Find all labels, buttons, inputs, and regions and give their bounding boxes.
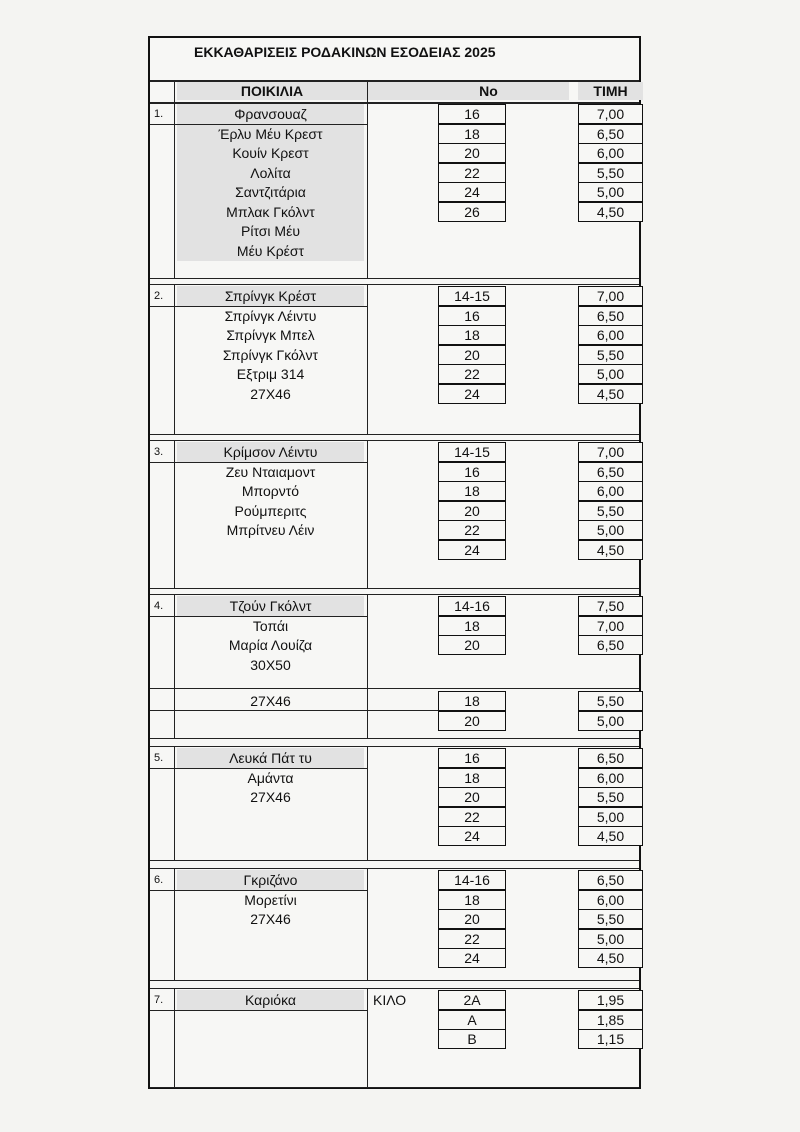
variety-name: Τζούν Γκόλντ bbox=[177, 596, 364, 616]
column-divider bbox=[174, 868, 175, 980]
price-cell: 4,50 bbox=[578, 202, 643, 222]
price-cell: 4,50 bbox=[578, 948, 643, 968]
header-no: No bbox=[368, 82, 569, 100]
no-cell: 14-16 bbox=[438, 870, 506, 890]
variety-name: Σαντζιτάρια bbox=[177, 182, 364, 202]
no-cell: 2Α bbox=[438, 990, 506, 1010]
row-divider bbox=[150, 284, 639, 285]
column-divider bbox=[174, 80, 175, 104]
column-divider bbox=[367, 868, 368, 980]
row-divider bbox=[150, 768, 174, 769]
no-cell: 16 bbox=[438, 306, 506, 326]
row-divider bbox=[150, 306, 174, 307]
row-divider bbox=[150, 616, 174, 617]
price-cell: 4,50 bbox=[578, 540, 643, 560]
column-divider bbox=[174, 594, 175, 738]
price-cell: 7,00 bbox=[578, 286, 643, 306]
section-number: 4. bbox=[154, 600, 164, 612]
no-cell: 20 bbox=[438, 909, 506, 929]
no-cell: 16 bbox=[438, 748, 506, 768]
variety-name: Ρίτσι Μέυ bbox=[177, 221, 364, 241]
row-divider bbox=[150, 462, 174, 463]
row-divider bbox=[150, 588, 639, 589]
no-cell: Β bbox=[438, 1029, 506, 1049]
variety-name: Έρλυ Μέυ Κρεστ bbox=[177, 124, 364, 144]
variety-name: Τοπάι bbox=[252, 617, 289, 634]
row-divider bbox=[150, 688, 639, 689]
variety-name: Λευκά Πάτ τυ bbox=[177, 748, 364, 768]
price-cell: 4,50 bbox=[578, 384, 643, 404]
variety-name: Εξτριμ 314 bbox=[236, 366, 305, 382]
row-divider bbox=[174, 1010, 367, 1011]
no-cell: 18 bbox=[438, 691, 506, 711]
variety-name: Σπρίνγκ Γκόλντ bbox=[222, 346, 319, 363]
variety-name: 27Χ46 bbox=[250, 693, 291, 709]
row-divider bbox=[150, 440, 639, 441]
no-cell: 22 bbox=[438, 364, 506, 384]
price-cell: 6,00 bbox=[578, 768, 643, 788]
price-cell: 6,50 bbox=[578, 306, 643, 326]
price-cell: 7,00 bbox=[578, 104, 643, 124]
no-cell: 20 bbox=[438, 345, 506, 365]
variety-name: Σπρίνγκ Μπελ bbox=[226, 327, 315, 343]
price-cell: 1,15 bbox=[578, 1029, 643, 1049]
no-cell: 14-16 bbox=[438, 596, 506, 616]
price-cell: 1,95 bbox=[578, 990, 643, 1010]
no-cell: 16 bbox=[438, 104, 506, 124]
price-sheet bbox=[148, 36, 641, 1089]
price-cell: 6,50 bbox=[578, 462, 643, 482]
row-divider bbox=[150, 434, 639, 435]
column-divider bbox=[367, 80, 368, 104]
no-cell: 18 bbox=[438, 768, 506, 788]
section-number: 2. bbox=[154, 290, 164, 302]
no-cell: 22 bbox=[438, 929, 506, 949]
column-divider bbox=[367, 440, 368, 588]
column-divider bbox=[174, 746, 175, 860]
row-divider bbox=[150, 124, 174, 125]
column-divider bbox=[367, 746, 368, 860]
row-divider bbox=[174, 124, 367, 125]
row-divider bbox=[174, 462, 367, 463]
variety-name: 30Χ50 bbox=[250, 656, 291, 673]
document-title bbox=[150, 40, 643, 80]
row-divider bbox=[150, 1087, 639, 1088]
section-number: 6. bbox=[154, 874, 164, 886]
variety-name: Μορετίνι bbox=[244, 891, 297, 908]
row-divider bbox=[150, 868, 639, 869]
row-divider bbox=[150, 746, 639, 747]
row-divider bbox=[174, 768, 367, 769]
title-text: ΕΚΚΑΘΑΡΙΣΕΙΣ ΡΟΔΑΚΙΝΩΝ ΕΣΟΔΕΙΑΣ 2025 bbox=[194, 44, 496, 60]
no-cell: 20 bbox=[438, 501, 506, 521]
row-divider bbox=[150, 988, 639, 989]
variety-name: Κουίν Κρεστ bbox=[177, 143, 364, 163]
no-cell: 24 bbox=[438, 384, 506, 404]
row-divider bbox=[174, 306, 367, 307]
no-cell: 18 bbox=[438, 890, 506, 910]
price-cell: 7,00 bbox=[578, 616, 643, 636]
section-number: 5. bbox=[154, 752, 164, 764]
header-price: ΤΙΜΗ bbox=[578, 82, 643, 100]
unit-label: ΚΙΛΟ bbox=[373, 992, 407, 1008]
variety-name: Σπρίνγκ Κρέστ bbox=[177, 286, 364, 306]
no-cell: 22 bbox=[438, 807, 506, 827]
row-divider bbox=[150, 980, 639, 981]
price-cell: 5,00 bbox=[578, 182, 643, 202]
price-cell: 6,00 bbox=[578, 143, 643, 163]
variety-name: Μαρία Λουίζα bbox=[228, 637, 313, 653]
variety-name: 27Χ46 bbox=[250, 385, 291, 402]
price-cell: 7,00 bbox=[578, 442, 643, 462]
price-cell: 1,85 bbox=[578, 1010, 643, 1030]
column-divider bbox=[174, 440, 175, 588]
price-cell: 5,00 bbox=[578, 929, 643, 949]
no-cell: Α bbox=[438, 1010, 506, 1030]
price-cell: 6,50 bbox=[578, 748, 643, 768]
no-cell: 20 bbox=[438, 143, 506, 163]
column-divider bbox=[174, 988, 175, 1087]
row-divider bbox=[174, 890, 367, 891]
row-divider bbox=[150, 890, 174, 891]
column-divider bbox=[367, 284, 368, 434]
price-cell: 5,00 bbox=[578, 711, 643, 731]
no-cell: 22 bbox=[438, 163, 506, 183]
no-cell: 14-15 bbox=[438, 286, 506, 306]
section-number: 3. bbox=[154, 446, 164, 458]
price-cell: 4,50 bbox=[578, 826, 643, 846]
price-cell: 6,00 bbox=[578, 325, 643, 345]
no-cell: 24 bbox=[438, 948, 506, 968]
variety-name: Ζευ Νταιαμοντ bbox=[225, 463, 316, 480]
no-cell: 18 bbox=[438, 616, 506, 636]
column-divider bbox=[174, 102, 175, 278]
price-cell: 5,50 bbox=[578, 691, 643, 711]
price-cell: 6,50 bbox=[578, 635, 643, 655]
variety-name: Καριόκα bbox=[177, 990, 364, 1010]
price-cell: 5,00 bbox=[578, 807, 643, 827]
variety-name: Γκριζάνο bbox=[177, 870, 364, 890]
no-cell: 14-15 bbox=[438, 442, 506, 462]
no-cell: 20 bbox=[438, 635, 506, 655]
no-cell: 18 bbox=[438, 124, 506, 144]
variety-name: 27Χ46 bbox=[250, 911, 291, 927]
price-cell: 6,00 bbox=[578, 890, 643, 910]
price-cell: 6,50 bbox=[578, 124, 643, 144]
price-cell: 5,50 bbox=[578, 909, 643, 929]
row-divider bbox=[150, 738, 639, 739]
variety-name: Μπορντό bbox=[241, 483, 300, 499]
no-cell: 24 bbox=[438, 540, 506, 560]
variety-name: Κρίμσον Λέιντυ bbox=[177, 442, 364, 462]
price-cell: 5,00 bbox=[578, 520, 643, 540]
price-cell: 7,50 bbox=[578, 596, 643, 616]
price-cell: 6,50 bbox=[578, 870, 643, 890]
column-divider bbox=[174, 284, 175, 434]
variety-name: 27Χ46 bbox=[250, 789, 291, 805]
row-divider bbox=[150, 278, 639, 279]
no-cell: 26 bbox=[438, 202, 506, 222]
no-cell: 16 bbox=[438, 462, 506, 482]
row-divider bbox=[150, 860, 639, 861]
variety-name: Σπρίνγκ Λέιντυ bbox=[224, 307, 317, 324]
row-divider bbox=[150, 594, 639, 595]
no-cell: 18 bbox=[438, 481, 506, 501]
variety-name: Αμάντα bbox=[247, 769, 294, 786]
price-cell: 5,50 bbox=[578, 345, 643, 365]
no-cell: 20 bbox=[438, 711, 506, 731]
no-cell: 22 bbox=[438, 520, 506, 540]
no-cell: 18 bbox=[438, 325, 506, 345]
section-number: 1. bbox=[154, 108, 164, 120]
no-cell: 24 bbox=[438, 182, 506, 202]
row-divider bbox=[174, 616, 367, 617]
variety-name: Μέυ Κρέστ bbox=[177, 241, 364, 261]
price-cell: 5,50 bbox=[578, 501, 643, 521]
section-number: 7. bbox=[154, 994, 164, 1006]
price-cell: 5,00 bbox=[578, 364, 643, 384]
no-cell: 24 bbox=[438, 826, 506, 846]
price-cell: 6,00 bbox=[578, 481, 643, 501]
column-divider bbox=[367, 594, 368, 738]
row-divider bbox=[367, 710, 438, 711]
variety-name: Μπρίτνευ Λέιν bbox=[226, 522, 315, 538]
column-divider bbox=[367, 988, 368, 1087]
row-divider bbox=[150, 710, 367, 711]
variety-name: Λολίτα bbox=[177, 163, 364, 183]
price-cell: 5,50 bbox=[578, 163, 643, 183]
column-divider bbox=[367, 102, 368, 278]
header-variety: ΠΟΙΚΙΛΙΑ bbox=[177, 82, 367, 100]
row-divider bbox=[150, 1010, 174, 1011]
variety-name: Μπλακ Γκόλντ bbox=[177, 202, 364, 222]
variety-name: Φρανσουαζ bbox=[177, 104, 364, 124]
no-cell: 20 bbox=[438, 787, 506, 807]
variety-name: Ρούμπεριτς bbox=[234, 502, 307, 519]
price-cell: 5,50 bbox=[578, 787, 643, 807]
